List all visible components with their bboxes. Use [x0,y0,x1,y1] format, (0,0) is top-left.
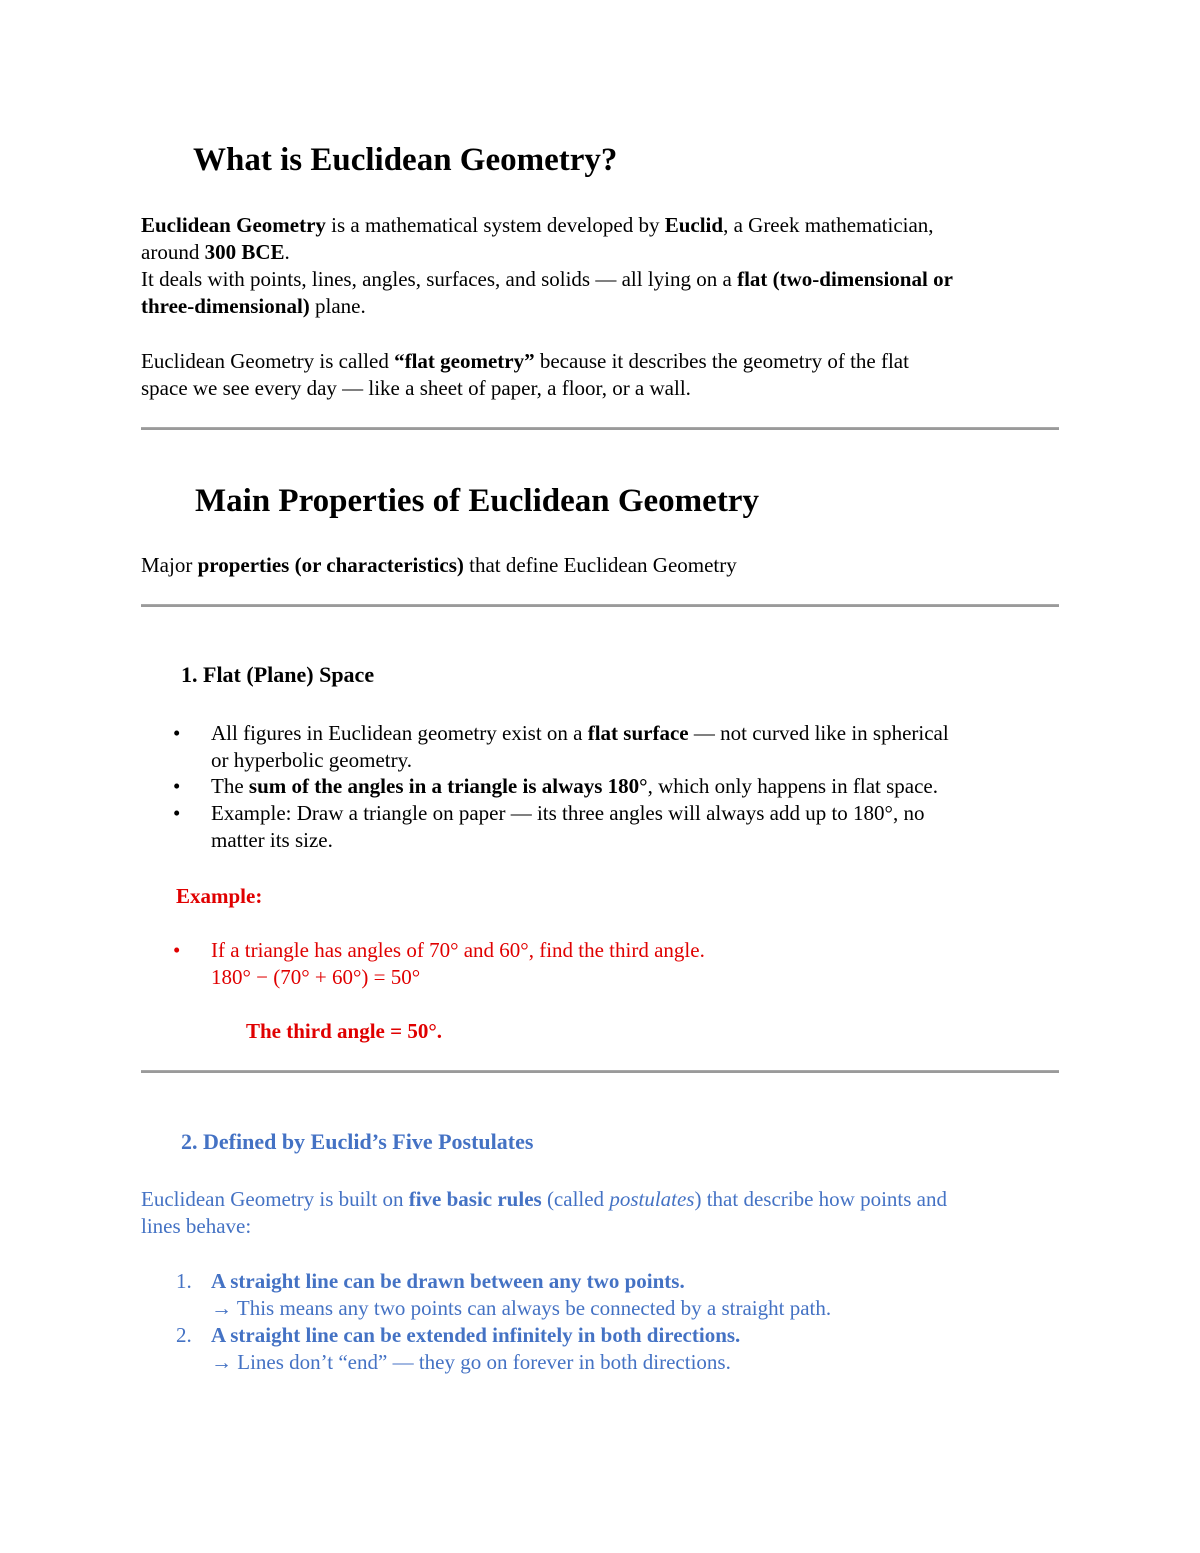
property-heading: 2. Defined by Euclid’s Five Postulates [181,1129,534,1154]
postulate-note: → Lines don’t “end” — they go on forever in both directions. [211,1350,731,1374]
paragraph-line: It deals with points, lines, angles, surfaces, and solids — all lying on a flat (two-dimensional or [141,267,953,291]
section-intro: Major properties (or characteristics) that define Euclidean Geometry [141,553,737,577]
bullet-icon: • [173,938,181,962]
bullet-icon: • [173,774,181,798]
example-answer: The third angle = 50°. [246,1019,442,1043]
list-number: 1. [176,1269,192,1293]
horizontal-rule [141,427,1059,430]
bullet-icon: • [173,721,181,745]
paragraph-line: Euclidean Geometry is called “flat geometry” because it describes the geometry of the flat [141,349,909,373]
paragraph-line: lines behave: [141,1214,252,1238]
paragraph-line: Euclidean Geometry is built on five basic rules (called postulates) that describe how points and [141,1187,948,1211]
postulate-rule: A straight line can be drawn between any two points. [211,1269,685,1293]
bullet-text: Example: Draw a triangle on paper — its three angles will always add up to 180°, no [211,801,925,825]
section-title: Main Properties of Euclidean Geometry [195,483,759,519]
page-title: What is Euclidean Geometry? [193,142,618,178]
property-heading: 1. Flat (Plane) Space [181,662,375,687]
example-text: If a triangle has angles of 70° and 60°, find the third angle. [211,938,705,962]
paragraph-line: Euclidean Geometry is a mathematical system developed by Euclid, a Greek mathematician, [141,213,934,237]
paragraph-line: three-dimensional) plane. [141,294,366,318]
bullet-text: or hyperbolic geometry. [211,748,412,772]
list-number: 2. [176,1323,192,1347]
postulate-note: → This means any two points can always be connected by a straight path. [211,1296,832,1320]
paragraph-line: around 300 BCE. [141,240,290,264]
bullet-text: All figures in Euclidean geometry exist on a flat surface — not curved like in spherical [211,721,949,745]
bullet-icon: • [173,801,181,825]
postulate-rule: A straight line can be extended infinitely in both directions. [211,1323,741,1347]
example-label: Example: [176,884,263,908]
horizontal-rule [141,604,1059,607]
horizontal-rule [141,1070,1059,1073]
bullet-text: The sum of the angles in a triangle is always 180°, which only happens in flat space. [211,774,938,798]
example-calculation: 180° − (70° + 60°) = 50° [211,965,421,989]
bullet-text: matter its size. [211,828,333,852]
paragraph-line: space we see every day — like a sheet of paper, a floor, or a wall. [141,376,691,400]
